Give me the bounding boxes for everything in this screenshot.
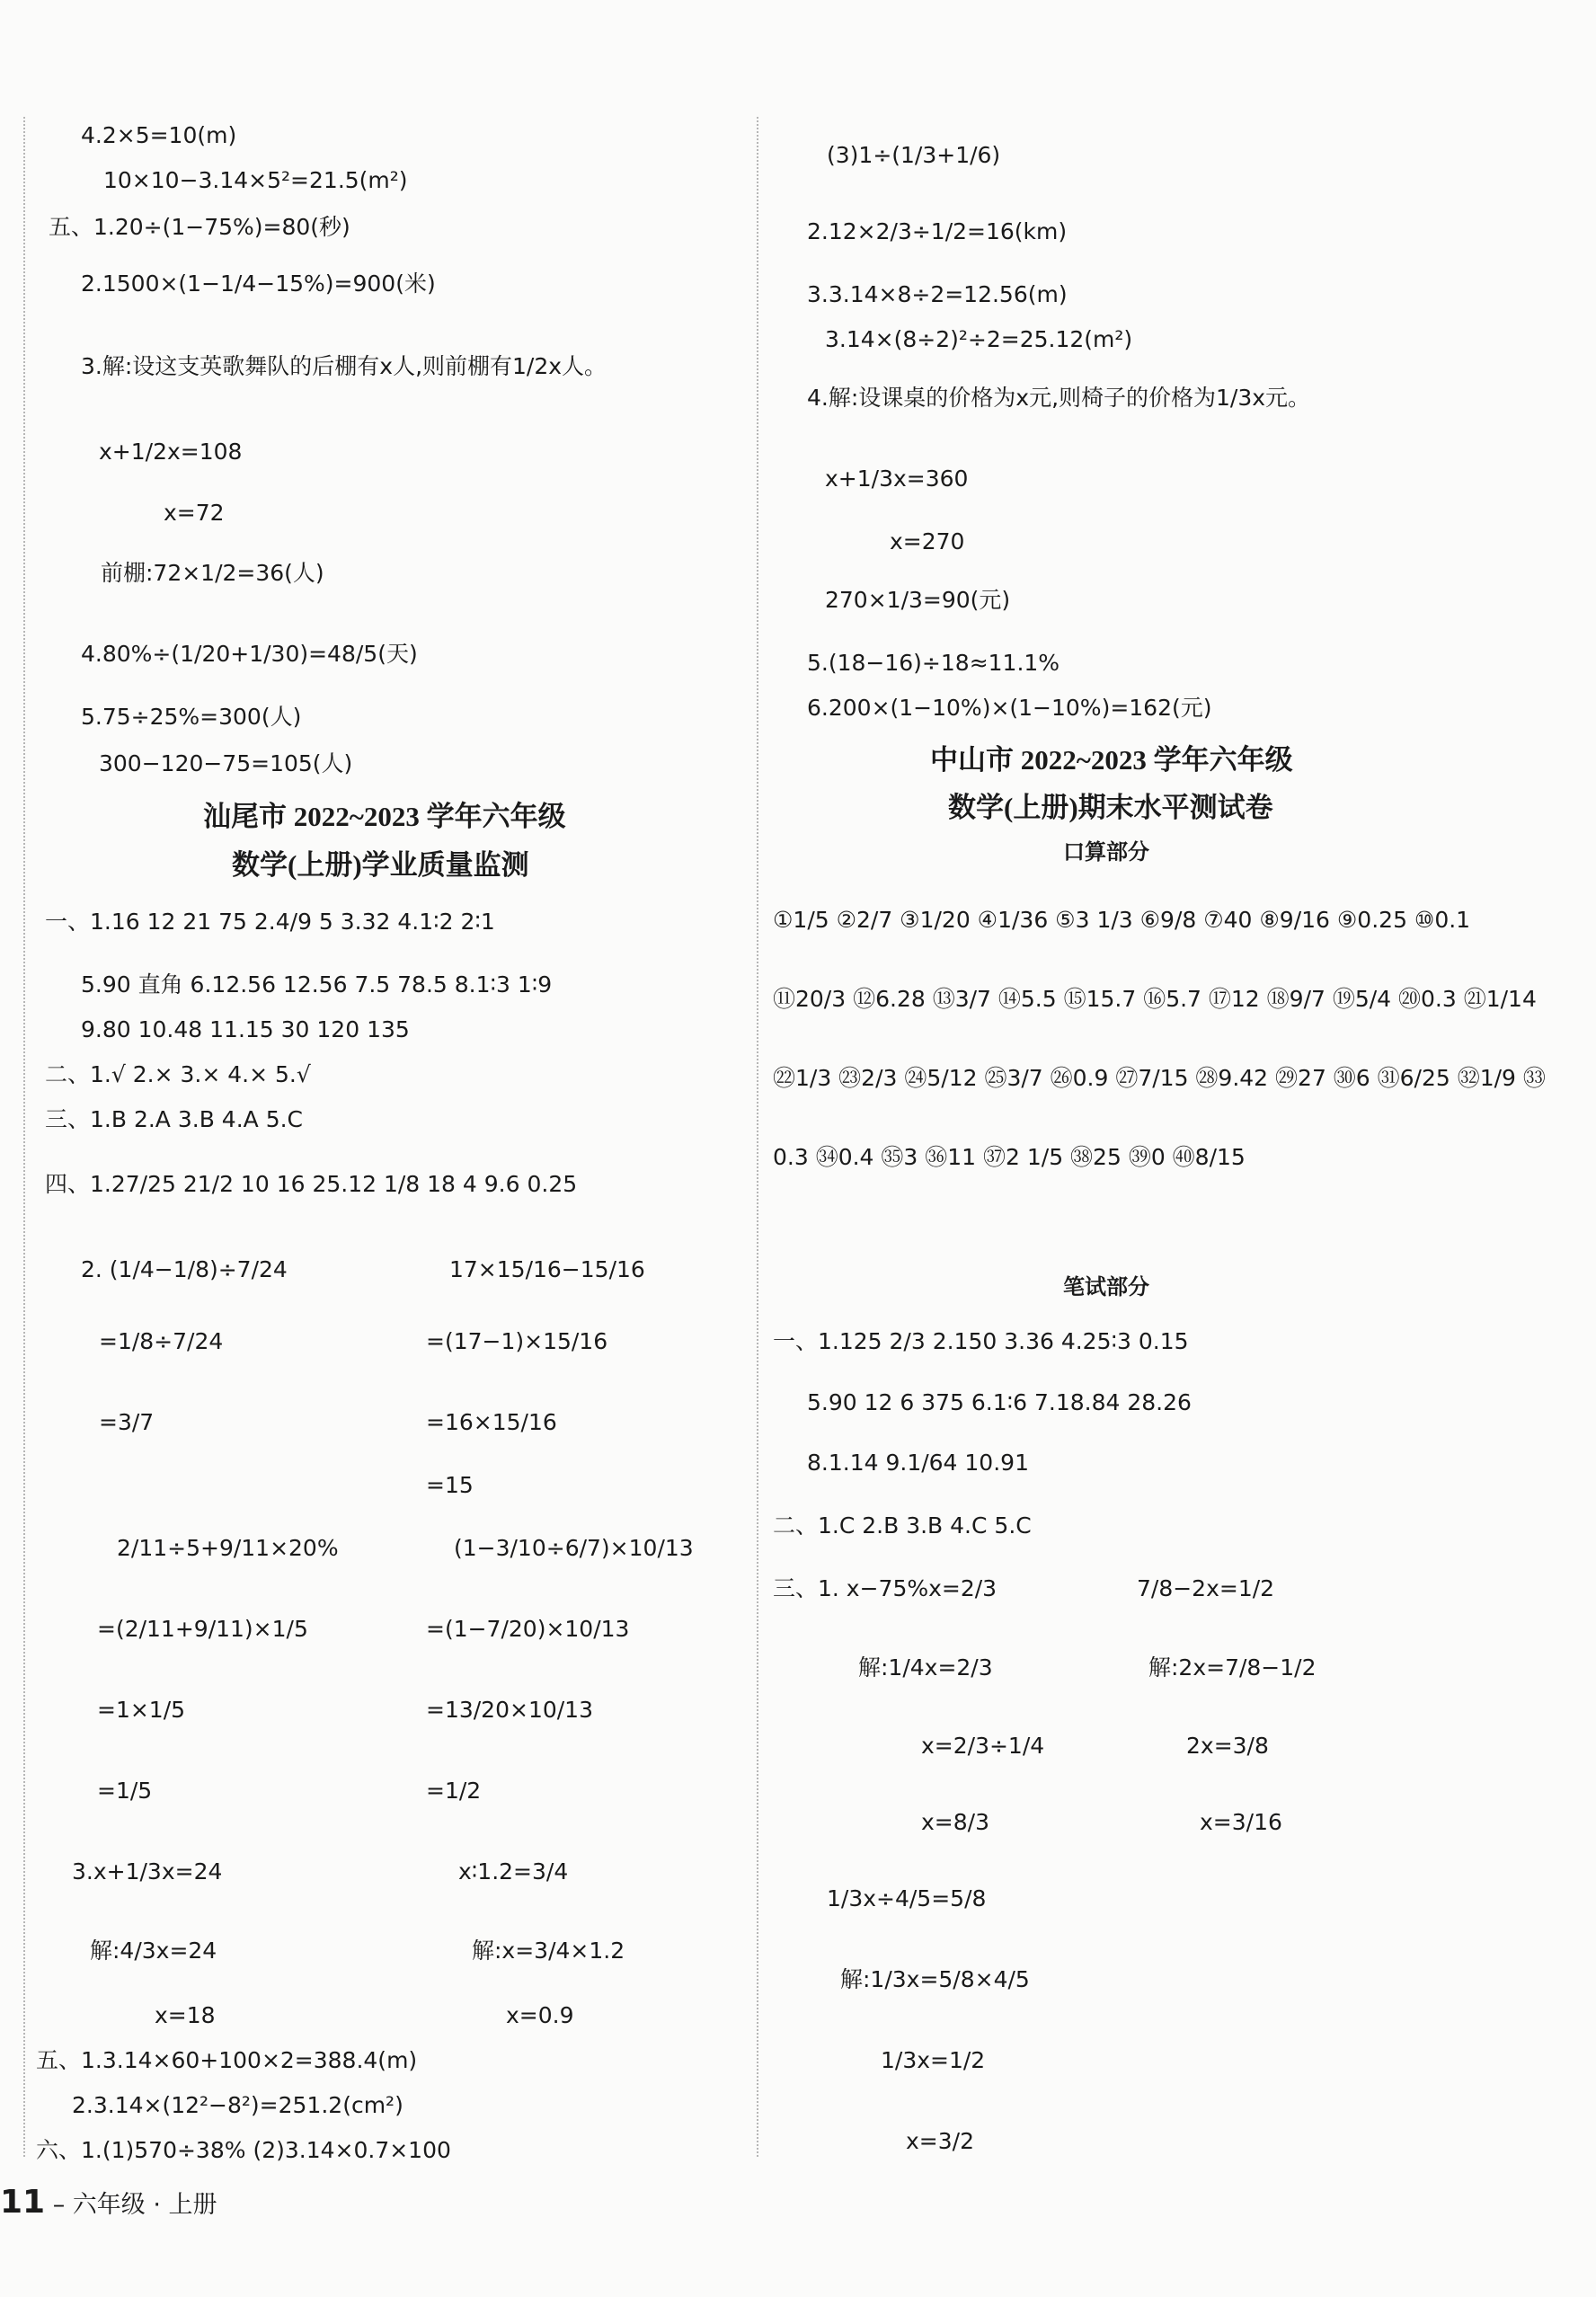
text: 17×15/16−15/16 [449,1256,645,1282]
text: =(2/11+9/11)×1/5 [97,1616,308,1642]
section-heading [773,1330,1189,1352]
text: 三、1.B 2.A 3.B 4.A 5.C [45,1106,304,1132]
text: 5.90 12 6 375 6.1∶6 7.18.84 28.26 [807,1389,1192,1415]
part-heading-oral: 口算部分 [1063,841,1149,865]
equation [921,1811,989,1833]
section-heading [45,1173,577,1195]
section-heading [36,2049,417,2071]
text: 五、1.20÷(1−75%)=80(秒) [49,214,350,240]
section-heading [36,2139,451,2161]
text: 5.(18−16)÷18≈11.1% [807,650,1060,676]
text: x∶1.2=3/4 [458,1858,569,1885]
exam-title: 中山市 2022~2023 学年六年级 [930,744,1293,776]
text: 二、1.C 2.B 3.B 4.C 5.C [773,1512,1032,1539]
section-heading [49,216,350,238]
answer-line [807,1391,1192,1414]
text: 10×10−3.14×5²=21.5(m²) [103,167,408,193]
text: x=72 [164,500,225,526]
equation [840,1968,1030,1991]
equation [426,1330,607,1352]
answer-line [81,355,607,377]
equation [97,1698,185,1721]
text: 3.x+1/3x=24 [72,1858,223,1885]
equation [773,1577,997,1600]
section-heading [45,1108,303,1131]
text: x=3/2 [906,2128,974,2154]
text: 1/3x÷4/5=5/8 [827,1885,987,1911]
exam-title: 汕尾市 2022~2023 学年六年级 [203,801,566,832]
text: 解:2x=7/8−1/2 [1148,1654,1317,1681]
text: x=8/3 [921,1809,989,1835]
equation [426,1411,557,1433]
text: 300−120−75=105(人) [99,750,353,776]
equation [827,144,1000,166]
equation [825,589,1010,611]
answer-line [103,169,408,191]
answer-line [807,220,1067,243]
equation [449,1258,645,1281]
equation [101,562,324,584]
equation [890,530,964,553]
equation [1137,1577,1274,1600]
section-heading [773,1514,1032,1537]
text: 4.解:设课桌的价格为x元,则椅子的价格为1/3x元。 [807,385,1311,411]
footer-dash: – [52,2191,66,2219]
text: 2. (1/4−1/8)÷7/24 [81,1256,288,1282]
answer-line [81,973,552,996]
text: (1−3/10÷6/7)×10/13 [454,1535,694,1561]
equation [81,1258,288,1281]
equation [99,1330,223,1352]
text: =1×1/5 [97,1697,186,1723]
section-heading [45,1063,311,1086]
text: x=270 [890,528,965,554]
answer-line [72,2094,403,2116]
text: =1/5 [97,1778,153,1804]
equation [472,1939,625,1962]
equation [426,1698,593,1721]
page-footer [0,2184,217,2221]
equation [906,2130,974,2152]
text: 8.1.14 9.1/64 10.91 [807,1450,1029,1476]
equation [99,1411,154,1433]
answer-line [81,124,236,146]
equation [858,1656,993,1679]
answer-line [807,1451,1029,1474]
text: x=0.9 [506,2002,574,2028]
text: 5.75÷25%=300(人) [81,704,302,730]
equation [164,501,225,524]
text: x=18 [155,2002,216,2028]
column-divider [757,117,758,2157]
equation [921,1734,1044,1757]
answer-line [807,696,1212,719]
text: 一、1.16 12 21 75 2.4/9 5 3.32 4.1∶2 2∶1 [45,909,495,935]
text: 五、1.3.14×60+100×2=388.4(m) [36,2047,418,2073]
equation [72,1860,222,1883]
answer-line [807,386,1310,409]
text: 9.80 10.48 11.15 30 120 135 [81,1016,410,1042]
oral-answers: ①1/5 ②2/7 ③1/20 ④1/36 ⑤3 1/3 ⑥9/8 ⑦40 ⑧9/16 ⑨0.25 ⑩0.1 ⑪20/3 ⑫6.28 ⑬3/7 ⑭5.5 ⑮15.7 ⑯5.7 ⑰12 ⑱9/7 ⑲5/4 ⑳0.3 ㉑1/14 ㉒1/3 ㉓2/3 ㉔5/12 ㉕3/7 ㉖0.9 ㉗7/15 ㉘9.42 ㉙27 ㉚6 ㉛6/25 ㉜1/9 ㉝0.3 ㉞0.4 ㉟3 ㊱11 ㊲2 1/5 ㊳25 ㊴0 ㊵8/15 [773,907,1546,1170]
text: 7/8−2x=1/2 [1137,1575,1275,1601]
equation [155,2004,216,2027]
equation [97,1618,308,1640]
equation [117,1537,339,1559]
answer-line [825,328,1132,350]
text: 2x=3/8 [1186,1733,1269,1759]
part-heading-written: 笔试部分 [1063,1276,1149,1299]
equation [1200,1811,1282,1833]
exam-subtitle: 数学(上册)学业质量监测 [232,849,529,881]
equation [881,2049,985,2071]
page-number: 11 [0,2184,46,2221]
text: 解:4/3x=24 [90,1938,217,1964]
equation [426,1618,629,1640]
text: =1/8÷7/24 [99,1328,224,1354]
equation [506,2004,574,2027]
footer-label: 六年级 · 上册 [72,2191,217,2219]
answer-line [81,272,436,295]
equation [454,1537,694,1559]
text: (3)1÷(1/3+1/6) [827,142,1001,168]
text: 270×1/3=90(元) [825,587,1011,613]
text: 3.14×(8÷2)²÷2=25.12(m²) [825,326,1133,352]
text: =13/20×10/13 [426,1697,593,1723]
text: 四、1.27/25 21/2 10 16 25.12 1/8 18 4 9.6 0.25 [45,1171,578,1197]
equation [1148,1656,1317,1679]
text: 3.解:设这支英歌舞队的后棚有x人,则前棚有1/2x人。 [81,353,607,379]
equation [426,1474,474,1496]
text: 六、1.(1)570÷38% (2)3.14×0.7×100 [36,2137,451,2163]
equation [97,1779,152,1802]
answer-line [807,652,1060,674]
text: 解:1/4x=2/3 [858,1654,993,1681]
text: 4.80%÷(1/20+1/30)=48/5(天) [81,641,418,667]
equation [827,1887,986,1910]
text: x=3/16 [1200,1809,1282,1835]
text: 解:1/3x=5/8×4/5 [840,1966,1030,1992]
text: 2.1500×(1−1/4−15%)=900(米) [81,270,436,297]
text: =(17−1)×15/16 [426,1328,608,1354]
text: 5.90 直角 6.12.56 12.56 7.5 78.5 8.1∶3 1∶9 [81,971,553,998]
text: =3/7 [99,1409,155,1435]
text: 解:x=3/4×1.2 [472,1938,625,1964]
answer-line [807,283,1068,306]
text: 4.2×5=10(m) [81,122,237,148]
text: =15 [426,1472,474,1498]
equation [99,440,242,463]
equation [90,1939,217,1962]
text: 1/3x=1/2 [881,2047,986,2073]
text: 2.3.14×(12²−8²)=251.2(cm²) [72,2092,403,2118]
section-heading [45,910,495,933]
text: 二、1.√ 2.× 3.× 4.× 5.√ [45,1061,311,1087]
left-margin-rule [23,117,25,2157]
text: x+1/3x=360 [825,466,969,492]
text: 2.12×2/3÷1/2=16(km) [807,218,1068,244]
answer-line [81,705,301,728]
equation [426,1779,481,1802]
equation [825,467,968,490]
text: 6.200×(1−10%)×(1−10%)=162(元) [807,695,1212,721]
text: 三、1. x−75%x=2/3 [773,1575,998,1601]
text: x+1/2x=108 [99,439,243,465]
answer-line [81,1018,410,1041]
equation [1186,1734,1269,1757]
text: 一、1.125 2/3 2.150 3.36 4.25∶3 0.15 [773,1328,1189,1354]
text: x=2/3÷1/4 [921,1733,1045,1759]
text: 2/11÷5+9/11×20% [117,1535,339,1561]
equation [458,1860,568,1883]
text: =1/2 [426,1778,482,1804]
answer-line [81,643,418,665]
text: 前棚:72×1/2=36(人) [101,560,324,586]
text: 3.3.14×8÷2=12.56(m) [807,281,1068,307]
text: =(1−7/20)×10/13 [426,1616,630,1642]
exam-subtitle: 数学(上册)期末水平测试卷 [948,792,1273,823]
answer-line [99,752,352,775]
text: =16×15/16 [426,1409,557,1435]
